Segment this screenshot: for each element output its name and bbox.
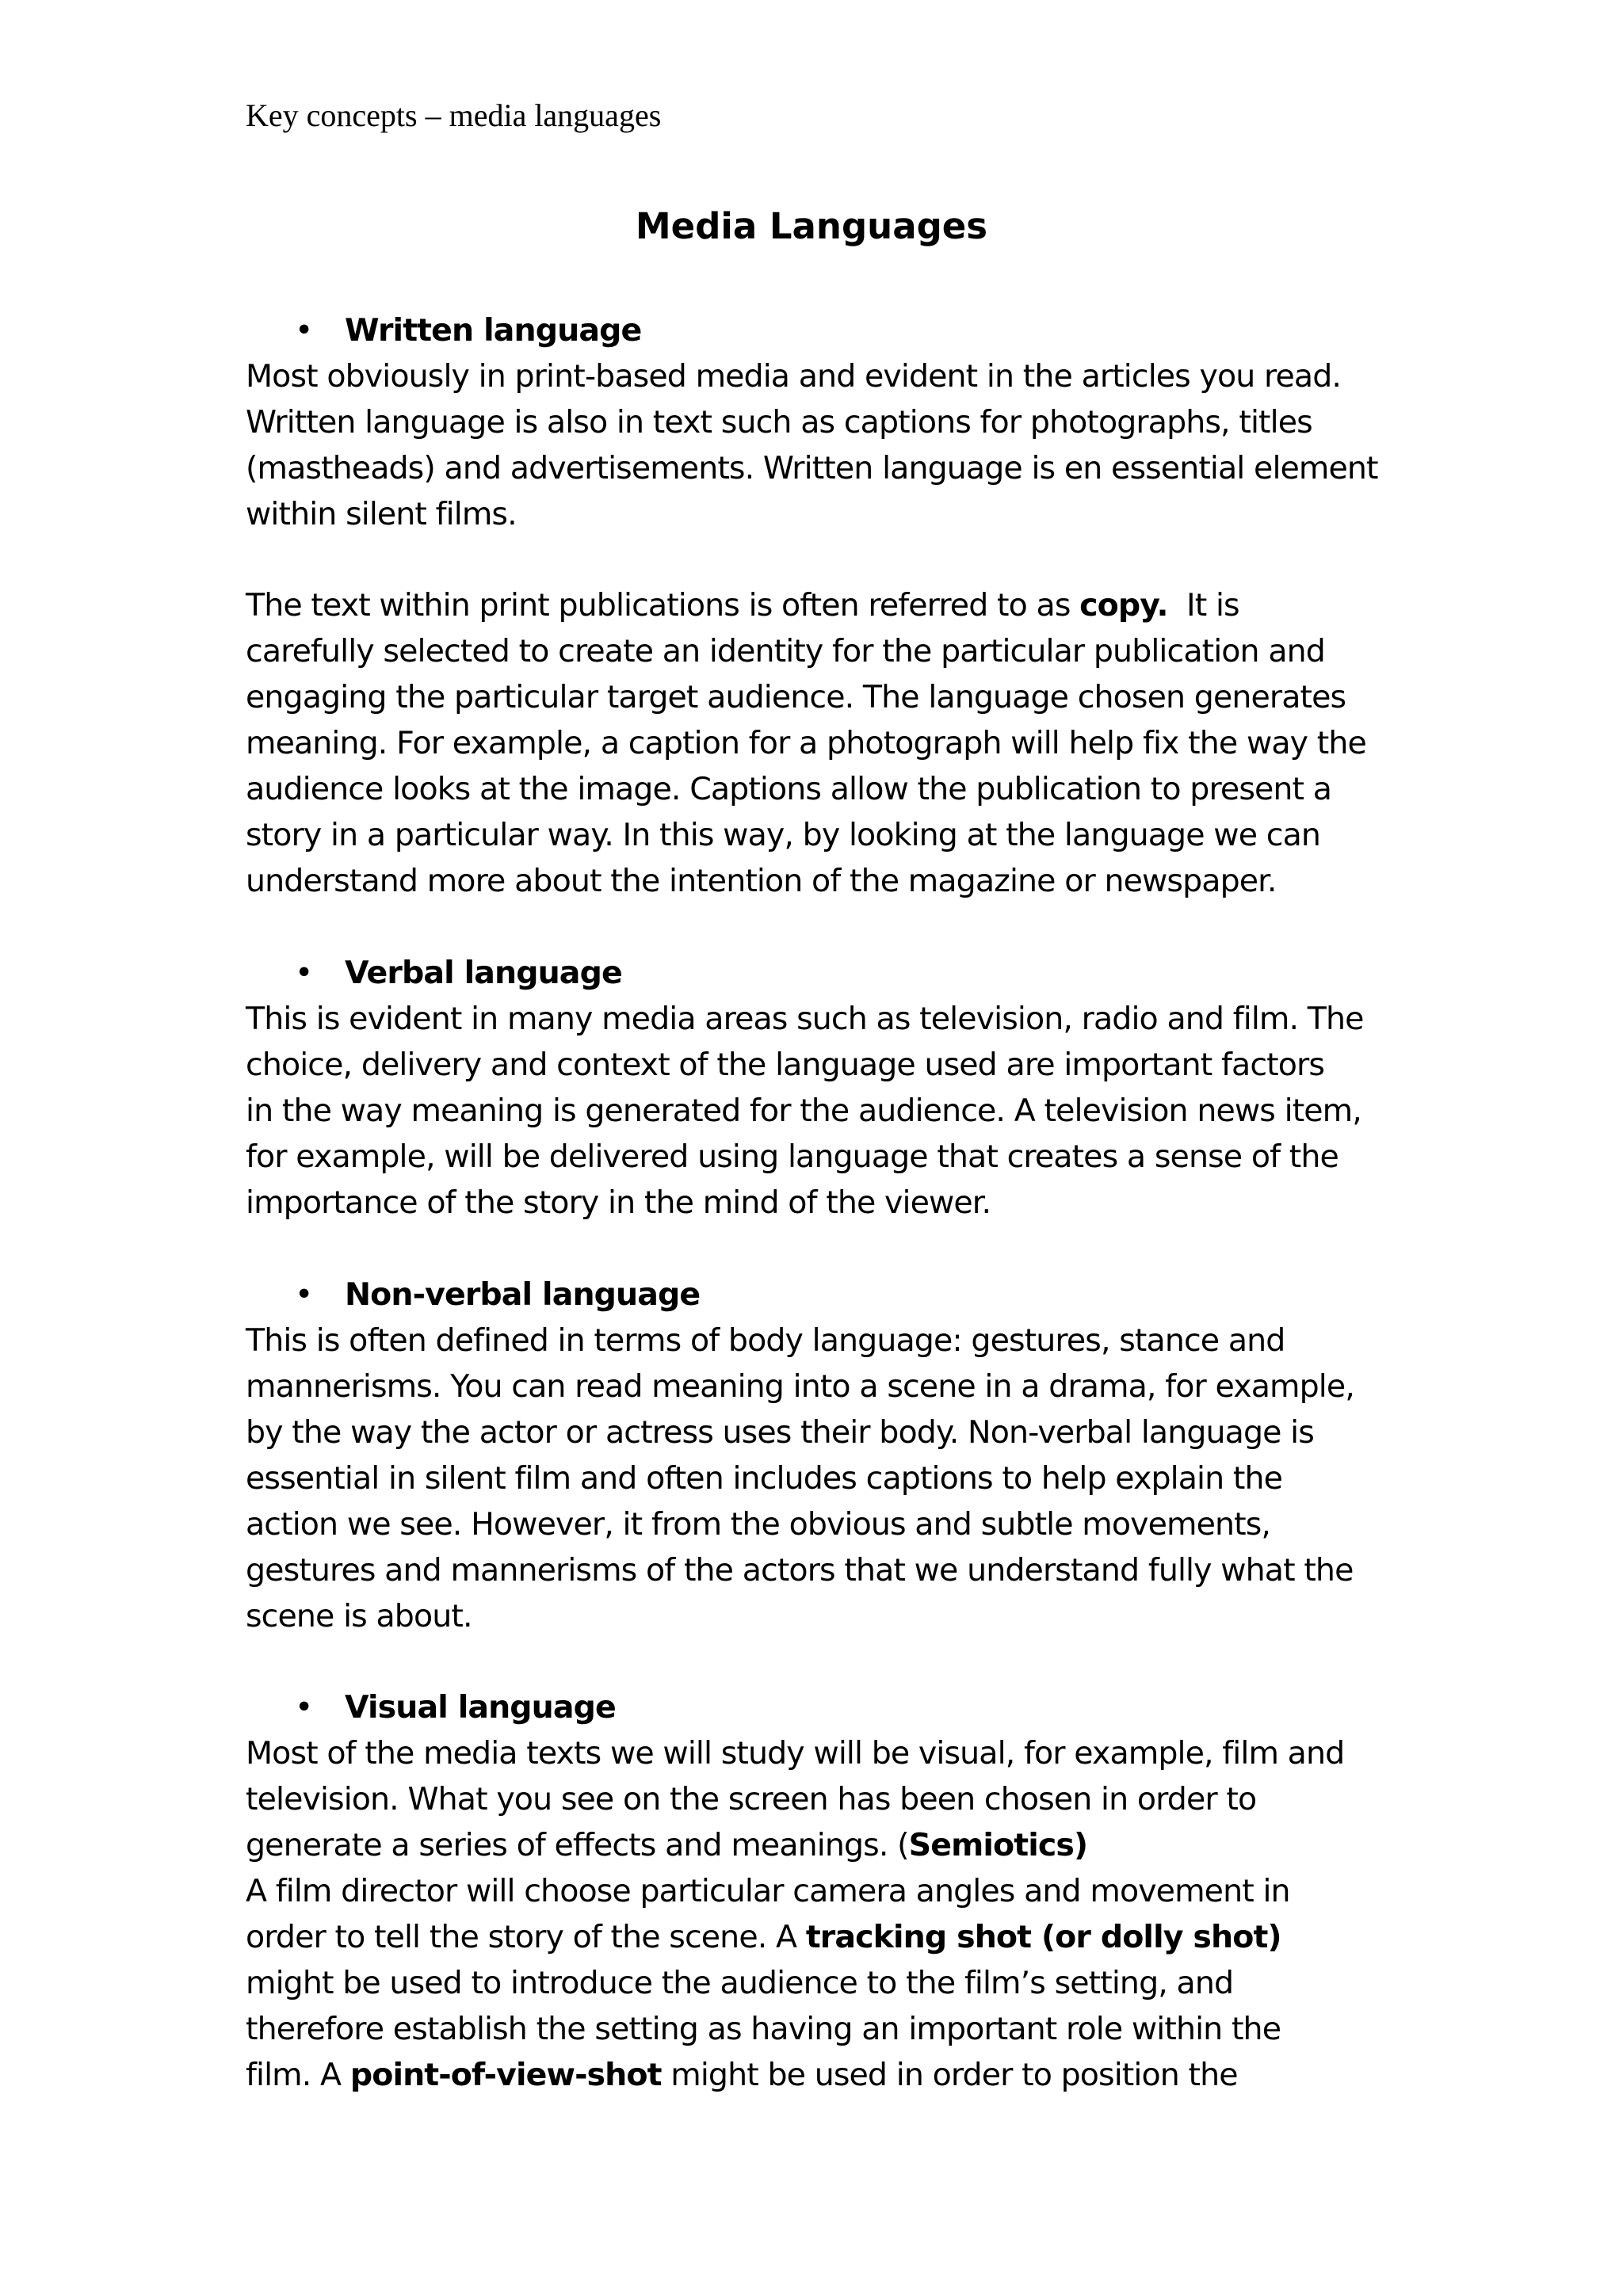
paragraph-line <box>246 1914 1281 1960</box>
paragraph-line: story in a particular way. In this way, by looking at the language we can <box>246 817 1321 853</box>
text-run: order to tell the story of the scene. A <box>246 1919 806 1955</box>
text-run: The text within print publications is often referred to as <box>246 587 1080 624</box>
paragraph-line: essential in silent film and often includes captions to help explain the <box>246 1460 1282 1497</box>
paragraph-line: understand more about the intention of the magazine or newspaper. <box>246 863 1277 899</box>
section-heading: Written language <box>345 312 642 349</box>
paragraph-line <box>246 2052 1238 2098</box>
text-run: generate a series of effects and meanings. ( <box>246 1827 909 1863</box>
paragraph-line: importance of the story in the mind of the viewer. <box>246 1184 991 1221</box>
paragraph-line: Written language is also in text such as captions for photographs, titles <box>246 404 1312 441</box>
bold-term: tracking shot (or dolly shot) <box>805 1919 1281 1955</box>
paragraph-line: (mastheads) and advertisements. Written language is en essential element <box>246 450 1378 486</box>
text-run: It is <box>1167 587 1239 624</box>
paragraph-line: by the way the actor or actress uses their body. Non-verbal language is <box>246 1414 1314 1451</box>
text-run: might be used in order to position the <box>661 2057 1238 2093</box>
page-title: Media Languages <box>635 205 988 247</box>
paragraph-line: in the way meaning is generated for the audience. A television news item, <box>246 1093 1361 1129</box>
paragraph-line: might be used to introduce the audience to the film’s setting, and <box>246 1965 1234 2001</box>
paragraph-line: carefully selected to create an identity for the particular publication and <box>246 633 1325 669</box>
bullet-icon: • <box>295 312 313 349</box>
bold-term: copy. <box>1079 587 1168 624</box>
paragraph-line: mannerisms. You can read meaning into a scene in a drama, for example, <box>246 1368 1354 1405</box>
paragraph-line: within silent films. <box>246 496 517 532</box>
paragraph-line: action we see. However, it from the obvious and subtle movements, <box>246 1506 1271 1543</box>
section-heading: Visual language <box>345 1689 616 1726</box>
paragraph-line: This is evident in many media areas such as television, radio and film. The <box>246 1001 1364 1037</box>
bullet-icon: • <box>295 1276 313 1313</box>
bullet-icon: • <box>295 1689 313 1726</box>
section-heading: Verbal language <box>345 955 622 991</box>
paragraph-line: gestures and mannerisms of the actors that we understand fully what the <box>246 1552 1354 1589</box>
paragraph-line: Most of the media texts we will study will be visual, for example, film and <box>246 1735 1345 1772</box>
paragraph-line: for example, will be delivered using language that creates a sense of the <box>246 1138 1338 1175</box>
paragraph-line: This is often defined in terms of body language: gestures, stance and <box>246 1322 1285 1359</box>
paragraph-line: audience looks at the image. Captions allow the publication to present a <box>246 771 1332 807</box>
text-run: film. A <box>246 2057 350 2093</box>
section-heading: Non-verbal language <box>345 1276 701 1313</box>
paragraph-line <box>246 582 1239 628</box>
bold-term: Semiotics) <box>908 1827 1088 1863</box>
paragraph-line: scene is about. <box>246 1598 472 1634</box>
paragraph-line: A film director will choose particular camera angles and movement in <box>246 1873 1290 1909</box>
paragraph-line: engaging the particular target audience. The language chosen generates <box>246 679 1346 715</box>
page-header: Key concepts – media languages <box>246 97 662 133</box>
paragraph-line: meaning. For example, a caption for a photograph will help fix the way the <box>246 725 1366 761</box>
paragraph-line: therefore establish the setting as having an important role within the <box>246 2011 1281 2047</box>
bold-term: point-of-view-shot <box>349 2057 662 2093</box>
paragraph-line: television. What you see on the screen has been chosen in order to <box>246 1781 1257 1817</box>
paragraph-line: Most obviously in print-based media and evident in the articles you read. <box>246 358 1342 395</box>
paragraph-line <box>246 1822 1087 1868</box>
paragraph-line: choice, delivery and context of the language used are important factors <box>246 1047 1325 1083</box>
bullet-icon: • <box>295 955 313 991</box>
